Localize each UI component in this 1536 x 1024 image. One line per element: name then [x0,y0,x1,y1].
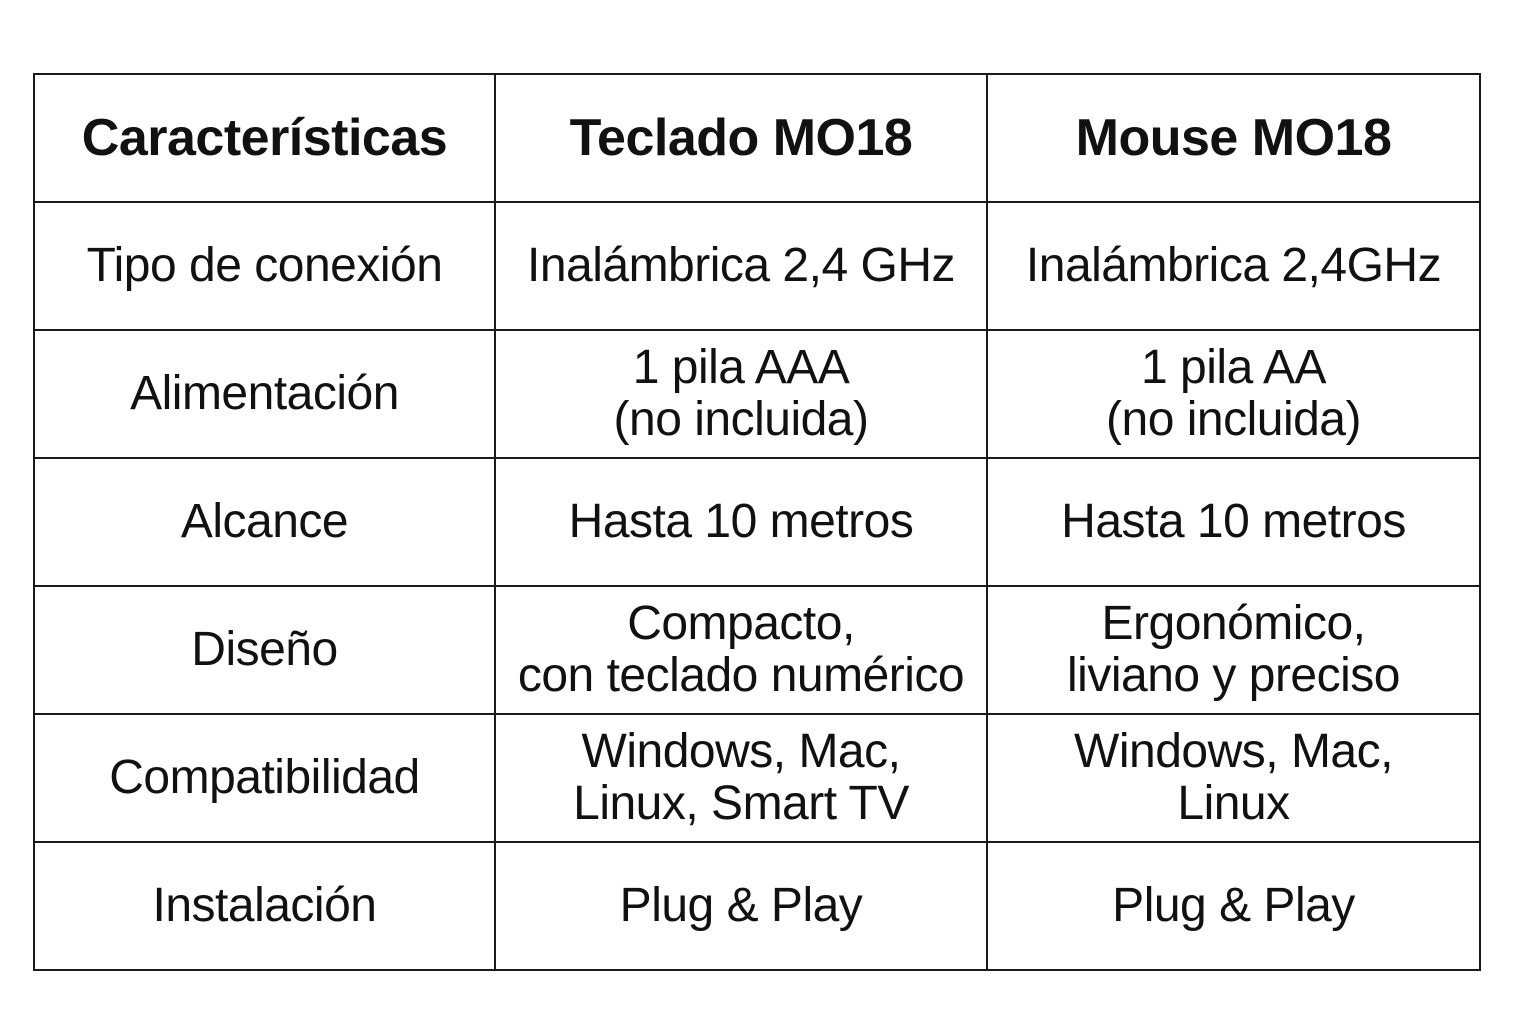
feature-cell: Alcance [34,458,495,586]
keyboard-cell: Inalámbrica 2,4 GHz [495,202,987,330]
header-keyboard: Teclado MO18 [495,74,987,202]
table-row [34,842,1480,970]
mouse-cell: Hasta 10 metros [987,458,1480,586]
keyboard-cell: Plug & Play [495,842,987,970]
feature-cell: Instalación [34,842,495,970]
table-row [34,458,1480,586]
keyboard-cell: 1 pila AAA (no incluida) [495,330,987,458]
mouse-cell: Windows, Mac, Linux [987,714,1480,842]
comparison-table [33,73,1481,971]
keyboard-cell: Windows, Mac, Linux, Smart TV [495,714,987,842]
table-header-row [34,74,1480,202]
header-mouse: Mouse MO18 [987,74,1480,202]
feature-cell: Diseño [34,586,495,714]
table-row [34,586,1480,714]
table-row [34,202,1480,330]
table-row [34,330,1480,458]
keyboard-cell: Hasta 10 metros [495,458,987,586]
feature-cell: Alimentación [34,330,495,458]
feature-cell: Tipo de conexión [34,202,495,330]
header-features: Características [34,74,495,202]
mouse-cell: Plug & Play [987,842,1480,970]
mouse-cell: Ergonómico, liviano y preciso [987,586,1480,714]
mouse-cell: Inalámbrica 2,4GHz [987,202,1480,330]
feature-cell: Compatibilidad [34,714,495,842]
table-row [34,714,1480,842]
mouse-cell: 1 pila AA (no incluida) [987,330,1480,458]
keyboard-cell: Compacto, con teclado numérico [495,586,987,714]
